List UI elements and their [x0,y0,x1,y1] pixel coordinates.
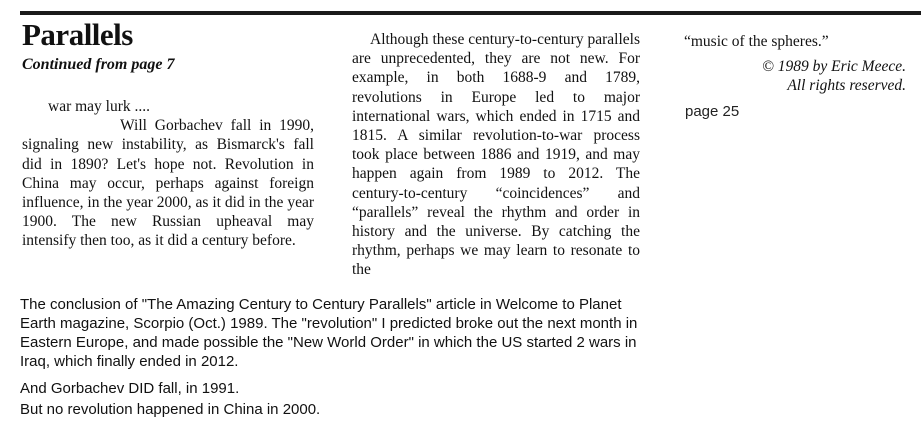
column2-paragraph: Although these century-to-century parallels are unprecedented, they are not new. For example, in both 1688-9 and 1789, revolutions in Europe led to major international wars, which ended in 1715 and 1815. A similar revolution-to-war process took place between 1886 and 1919, and may happen again from 1989 to 2012. The century-to-century “coincidences” and “parallels” reveal the rhythm and order in history and the universe. By catching the rhythm, perhaps we may learn to resonate to the [352,31,640,279]
continued-from-label: Continued from page 7 [22,56,175,73]
conclusion-note: The conclusion of "The Amazing Century to Century Parallels" article in Welcome to Planet Earth magazine, Scorpio (Oct.) 1989. The "revolution" I predicted broke out the next month in Eastern Europe, and made possible the "New World Order" in which the US started 2 wars in Iraq, which finally ended in 2012. [20,296,638,370]
column1-paragraph: Will Gorbachev fall in 1990, signaling new instability, as Bismarck's fall did in 1890? Let's hope not. Revolution in China may occur, perhaps against foreign influence, in the year 2000, as it did in the year 1900. The new Russian upheaval may intensify then too, as it did a century before. [22,117,314,250]
article-column-1 [22,97,314,251]
copyright-line: © 1989 by Eric Meece. [762,58,906,76]
column1-lead: war may lurk .... [48,98,151,115]
article-column-2 [352,30,640,279]
gorbachev-note: And Gorbachev DID fall, in 1991. [20,380,240,397]
column3-quote: “music of the spheres.” [684,33,829,50]
rights-line: All rights reserved. [787,77,906,95]
article-title: Parallels [22,17,133,52]
page-reference: page 25 [685,103,740,120]
copyright-block [684,57,906,95]
china-note: But no revolution happened in China in 2000. [20,401,321,418]
article-column-3 [684,32,906,95]
header-rule [20,11,921,15]
